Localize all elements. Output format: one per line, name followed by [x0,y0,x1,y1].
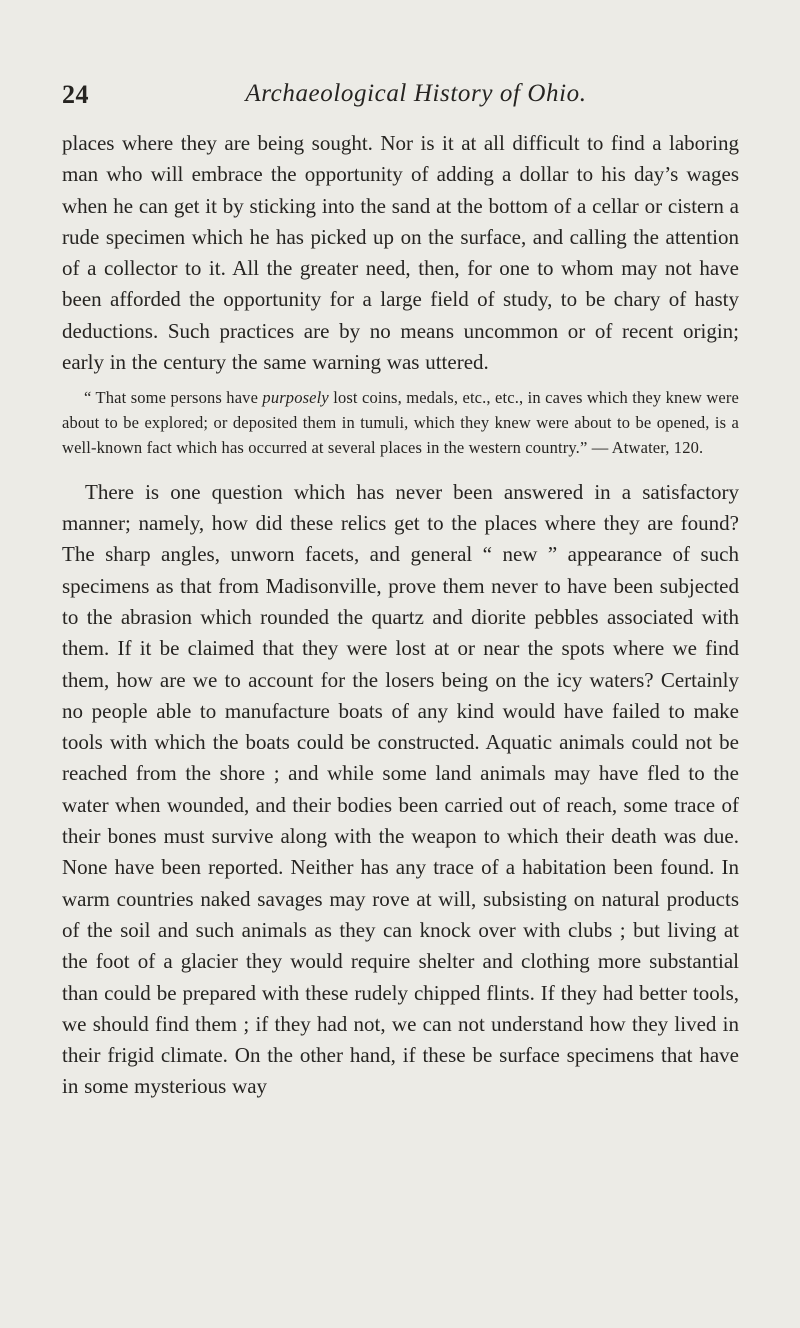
page-number: 24 [62,80,89,109]
quote-text-end: lost coins, medals, etc., etc., in caves which they knew were about to be explored; or deposited them in tumuli, which they knew were about to be opened, is a well-known fact which has occurred at several places in the western country.” — Atwater, 120. [62,388,740,457]
body-text [62,128,739,1103]
block-quote [62,386,739,460]
running-title: Archaeological History of Ohio. [245,80,587,107]
quote-text-start: “ That some persons have [84,388,263,408]
paragraph-continued: places where they are being sought. Nor is it at all difficult to find a laboring man who will embrace the opportunity of adding a dollar to his day’s wages when he can get it by sticking into the sand at the bottom of a cellar or cistern a rude specimen which he has picked up on the surface, and calling the attention of a collector to it. All the greater need, then, for one to whom may not have been afforded the opportunity for a large field of study, to be chary of hasty deductions. Such practices are by no means uncommon or of recent origin; early in the century the same warning was uttered. [62,131,739,375]
paragraph: There is one question which has never been answered in a satisfactory manner; namely, how did these relics get to the places where they are found? The sharp angles, unworn facets, and general “ new ” appearance of such specimens as that from Madisonville, prove them never to have been subjected to the abrasion which rounded the quartz and diorite pebbles associated with them. If it be claimed that they were lost at or near the spots where we find them, how are we to account for the losers being on the icy waters? Certainly no people able to manufacture boats of any kind would have failed to make tools with which the boats could be constructed. Aquatic animals could not be reached from the shore ; and while some land animals may have fled to the water when wounded, and their bodies been carried out of reach, some trace of their bones must survive along with the weapon to which their death was due. None have been reported. Neither has any trace of a habitation been found. In warm countries naked savages may rove at will, subsisting on natural products of the soil and such animals as they can knock over with clubs ; but living at the foot of a glacier they would require shelter and clothing more substantial than could be prepared with these rudely chipped flints. If they had better tools, we should find them ; if they had not, we can not understand how they lived in their frigid climate. On the other hand, if these be surface specimens that have in some mysterious way [62,479,739,1099]
page-header [62,80,740,120]
quote-emphasis: purposely [262,388,329,408]
